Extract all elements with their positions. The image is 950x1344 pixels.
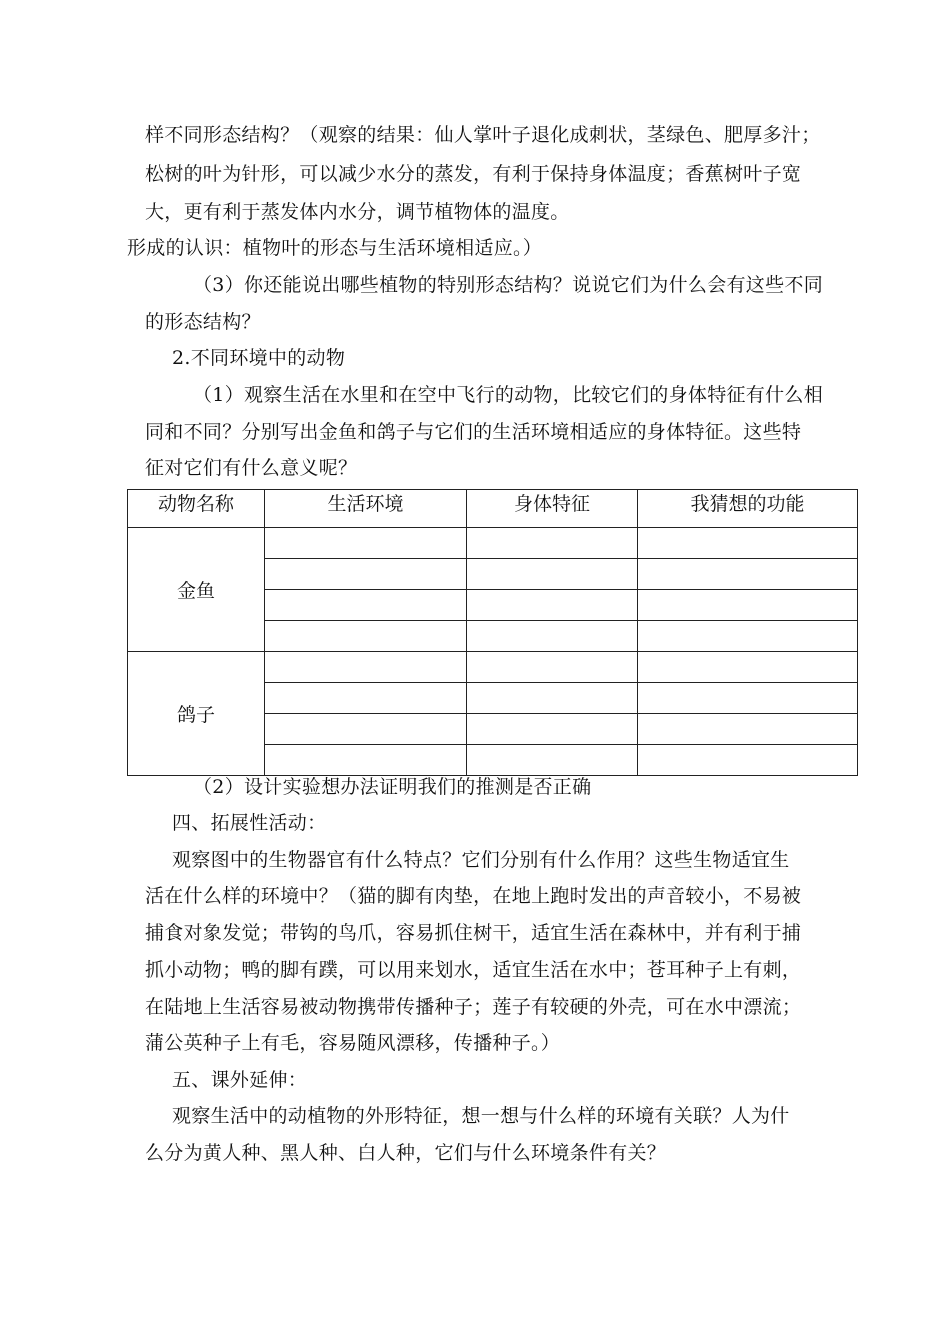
table-cell[interactable] <box>638 528 858 559</box>
table-cell[interactable] <box>467 559 638 590</box>
table-cell[interactable] <box>467 528 638 559</box>
question-2: （2）设计实验想办法证明我们的推测是否正确 <box>193 776 592 798</box>
table-row <box>128 528 858 559</box>
header-guessed-function: 我猜想的功能 <box>638 490 858 528</box>
table-cell[interactable] <box>265 559 467 590</box>
paragraph-line: 么分为黄人种、黑人种、白人种，它们与什么环境条件有关？ <box>145 1142 667 1164</box>
paragraph-line: 大，更有利于蒸发体内水分，调节植物体的温度。 <box>145 201 570 223</box>
table-cell[interactable] <box>467 590 638 621</box>
paragraph-line: 活在什么样的环境中？（猫的脚有肉垫，在地上跑时发出的声音较小，不易被 <box>145 885 802 907</box>
paragraph-line: 形成的认识：植物叶的形态与生活环境相适应。） <box>127 237 543 259</box>
paragraph-line: 观察图中的生物器官有什么特点？它们分别有什么作用？这些生物适宜生 <box>172 849 790 871</box>
table-cell[interactable] <box>265 528 467 559</box>
table-cell[interactable] <box>638 683 858 714</box>
header-environment: 生活环境 <box>265 490 467 528</box>
animal-table <box>127 489 858 776</box>
table-cell[interactable] <box>638 652 858 683</box>
table-header-row <box>128 490 858 528</box>
table-cell[interactable] <box>265 714 467 745</box>
section-heading: 四、拓展性活动： <box>172 812 327 834</box>
animal-pigeon: 鸽子 <box>128 652 265 776</box>
paragraph-line: 样不同形态结构？（观察的结果：仙人掌叶子退化成刺状，茎绿色、肥厚多汁； <box>145 124 821 146</box>
paragraph-line: 捕食对象发觉；带钩的鸟爪，容易抓住树干，适宜生活在森林中，并有利于捕 <box>145 922 802 944</box>
table-cell[interactable] <box>265 590 467 621</box>
table-cell[interactable] <box>265 683 467 714</box>
section-heading: 五、课外延伸： <box>172 1069 308 1091</box>
table-cell[interactable] <box>638 590 858 621</box>
question-1: （1）观察生活在水里和在空中飞行的动物，比较它们的身体特征有什么相 <box>193 384 823 406</box>
question-3: （3）你还能说出哪些植物的特别形态结构？说说它们为什么会有这些不同 <box>193 274 823 296</box>
section-heading: 2.不同环境中的动物 <box>172 347 346 369</box>
table-cell[interactable] <box>467 714 638 745</box>
table-cell[interactable] <box>638 714 858 745</box>
paragraph-line: 蒲公英种子上有毛，容易随风漂移，传播种子。） <box>145 1032 561 1054</box>
animal-goldfish: 金鱼 <box>128 528 265 652</box>
table-cell[interactable] <box>467 621 638 652</box>
table-cell[interactable] <box>638 745 858 776</box>
table-cell[interactable] <box>467 745 638 776</box>
table-cell[interactable] <box>467 652 638 683</box>
paragraph-line: 松树的叶为针形，可以减少水分的蒸发，有利于保持身体温度；香蕉树叶子宽 <box>145 163 802 185</box>
table-cell[interactable] <box>265 652 467 683</box>
table-cell[interactable] <box>638 559 858 590</box>
paragraph-line: 征对它们有什么意义呢？ <box>145 457 358 479</box>
paragraph-line: 的形态结构？ <box>145 311 261 333</box>
paragraph-line: 在陆地上生活容易被动物携带传播种子；莲子有较硬的外壳，可在水中漂流； <box>145 996 802 1018</box>
header-animal-name: 动物名称 <box>128 490 265 528</box>
table-cell[interactable] <box>638 621 858 652</box>
table-row <box>128 652 858 683</box>
table-cell[interactable] <box>265 745 467 776</box>
table-cell[interactable] <box>265 621 467 652</box>
table-cell[interactable] <box>467 683 638 714</box>
paragraph-line: 同和不同？分别写出金鱼和鸽子与它们的生活环境相适应的身体特征。这些特 <box>145 421 802 443</box>
paragraph-line: 观察生活中的动植物的外形特征，想一想与什么样的环境有关联？人为什 <box>172 1105 790 1127</box>
header-body-features: 身体特征 <box>467 490 638 528</box>
paragraph-line: 抓小动物；鸭的脚有蹼，可以用来划水，适宜生活在水中；苍耳种子上有刺， <box>145 959 802 981</box>
